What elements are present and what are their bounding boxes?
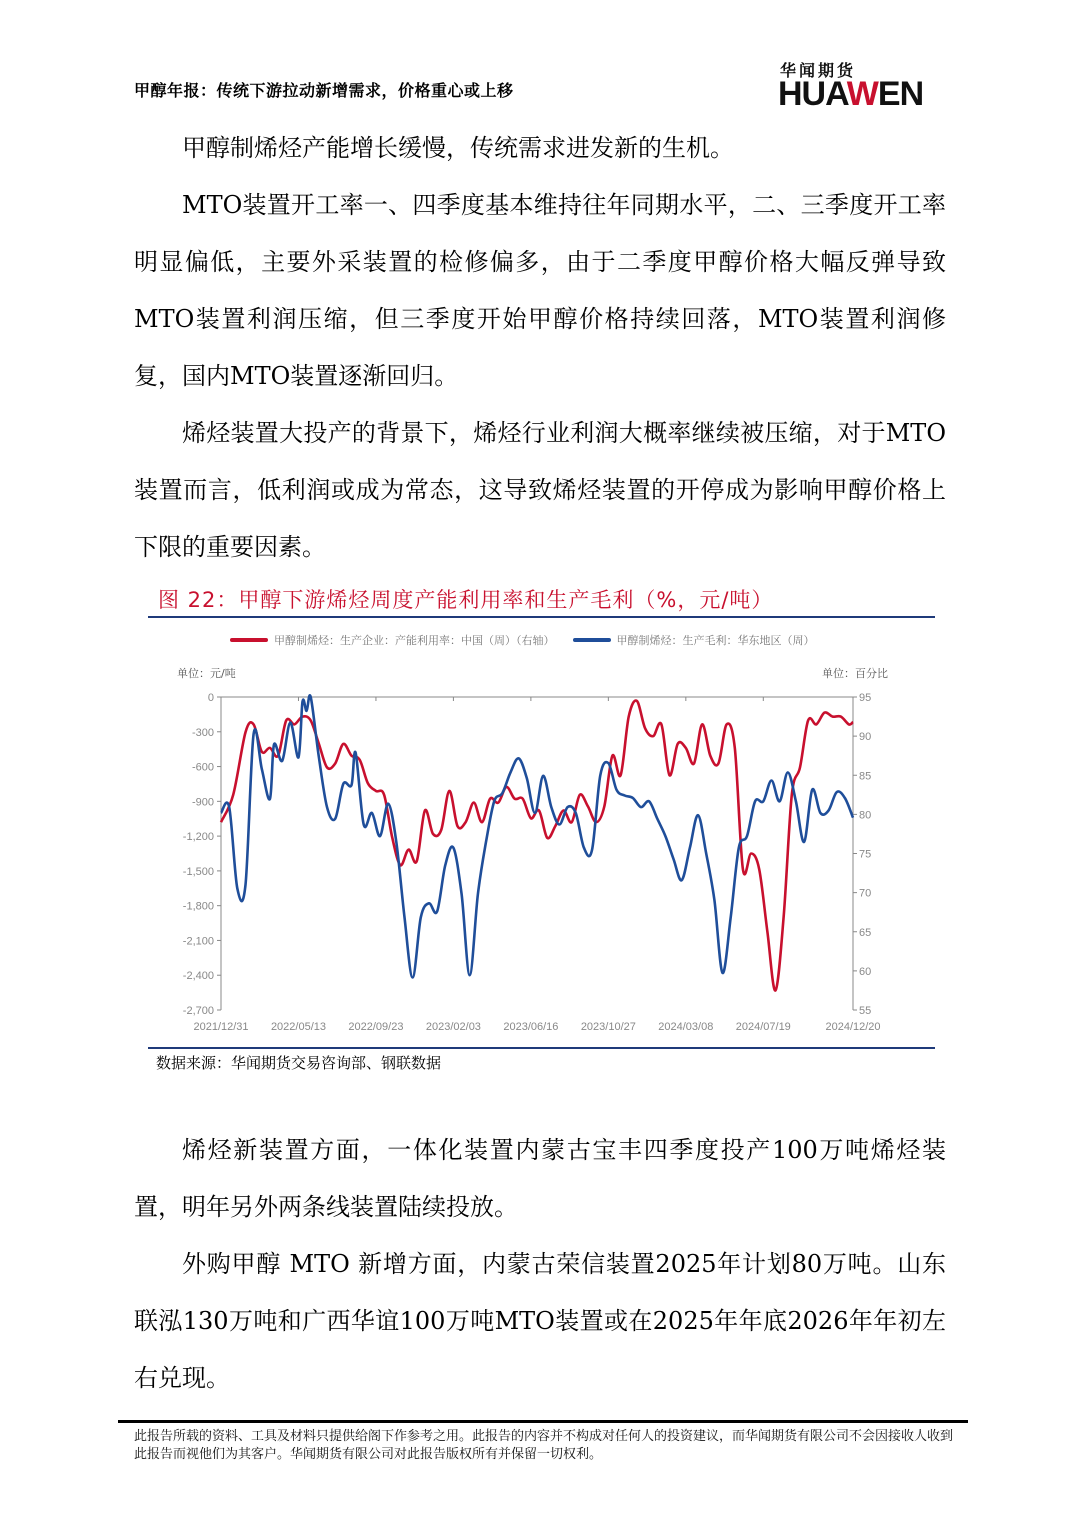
chart-legend [230, 632, 815, 648]
legend-swatch-blue [573, 638, 611, 642]
x-tick-label: 2021/12/31 [193, 1021, 249, 1033]
left-tick-label: -2,100 [182, 935, 214, 948]
line-chart [150, 680, 910, 1035]
body-text-bottom [134, 1122, 946, 1407]
x-tick-label: 2023/06/16 [503, 1021, 559, 1033]
right-tick-label: 85 [859, 770, 872, 783]
left-axis-unit: 单位：元/吨 [177, 667, 236, 680]
legend-label: 甲醇制烯烃：生产企业：产能利用率：中国（周）（右轴） [274, 634, 555, 647]
figure-title: 图 22：甲醇下游烯烃周度产能利用率和生产毛利（%，元/吨） [158, 588, 774, 612]
footer-rule [118, 1420, 968, 1423]
right-tick-label: 55 [859, 1005, 872, 1017]
left-tick-label: -600 [191, 761, 214, 774]
legend-item-margin [573, 632, 815, 648]
legend-swatch-red [230, 638, 268, 642]
right-tick-label: 60 [859, 965, 872, 978]
paragraph: MTO装置开工率一、四季度基本维持往年同期水平，二、三季度开工率明显偏低，主要外采装置的检修偏多，由于二季度甲醇价格大幅反弹导致MTO装置利润压缩，但三季度开始甲醇价格持续回落，MTO装置利润修复，国内MTO装置逐渐回归。 [134, 191, 946, 390]
logo-en-w: W [846, 75, 878, 113]
right-tick-label: 90 [859, 731, 872, 744]
left-tick-label: -2,700 [182, 1005, 214, 1017]
x-tick-label: 2022/09/23 [348, 1021, 404, 1033]
legend-label: 甲醇制烯烃：生产毛利：华东地区（周） [616, 634, 815, 647]
x-tick-label: 2022/05/13 [270, 1021, 327, 1033]
margin-line [221, 695, 853, 977]
x-tick-label: 2023/10/27 [580, 1021, 636, 1033]
left-tick-label: -300 [191, 726, 214, 739]
x-tick-label: 2024/03/08 [658, 1021, 714, 1033]
logo-chinese-name: 华闻期货 [780, 61, 857, 80]
left-tick-label: -2,400 [182, 970, 214, 983]
body-text-top [134, 120, 946, 576]
company-logo [778, 58, 950, 112]
x-tick-label: 2024/07/19 [735, 1021, 791, 1033]
left-tick-label: -1,200 [182, 831, 214, 844]
paragraph: 甲醇制烯烃产能增长缓慢，传统需求进发新的生机。 [182, 134, 734, 162]
left-tick-label: -1,500 [182, 865, 214, 878]
x-tick-label: 2023/02/03 [425, 1021, 481, 1033]
logo-english-name [778, 76, 923, 112]
x-tick-label: 2024/12/20 [825, 1021, 881, 1033]
figure-top-rule [148, 616, 935, 618]
report-header-title: 甲醇年报：传统下游拉动新增需求，价格重心或上移 [134, 81, 514, 100]
figure-bottom-rule [148, 1047, 935, 1049]
right-tick-label: 75 [859, 848, 872, 861]
left-tick-label: -1,800 [182, 900, 214, 913]
right-tick-label: 65 [859, 926, 872, 939]
legend-item-utilization [230, 632, 555, 648]
logo-en-part1: HUA [778, 75, 847, 113]
right-axis-unit: 单位：百分比 [822, 667, 888, 680]
logo-en-part2: EN [877, 75, 924, 113]
paragraph: 烯烃新装置方面，一体化装置内蒙古宝丰四季度投产100万吨烯烃装置，明年另外两条线装置陆续投放。 [134, 1136, 946, 1221]
left-tick-label: 0 [207, 692, 214, 704]
footer-disclaimer: 此报告所载的资料、工具及材料只提供给阁下作参考之用。此报告的内容并不构成对任何人的投资建议，而华闻期货有限公司不会因接收人收到此报告而视他们为其客户。华闻期货有限公司对此报告版权所有并保留一切权利。 [134, 1429, 954, 1462]
paragraph: 烯烃装置大投产的背景下，烯烃行业利润大概率继续被压缩，对于MTO装置而言，低利润或成为常态，这导致烯烃装置的开停成为影响甲醇价格上下限的重要因素。 [134, 419, 946, 561]
right-tick-label: 95 [859, 692, 872, 704]
data-source: 数据来源：华闻期货交易咨询部、钢联数据 [156, 1054, 442, 1072]
paragraph: 外购甲醇 MTO 新增方面，内蒙古荣信装置2025年计划80万吨。山东联泓130万吨和广西华谊100万吨MTO装置或在2025年年底2026年年初左右兑现。 [134, 1250, 946, 1392]
right-tick-label: 70 [859, 887, 872, 900]
left-tick-label: -900 [191, 796, 214, 809]
right-tick-label: 80 [859, 809, 872, 822]
